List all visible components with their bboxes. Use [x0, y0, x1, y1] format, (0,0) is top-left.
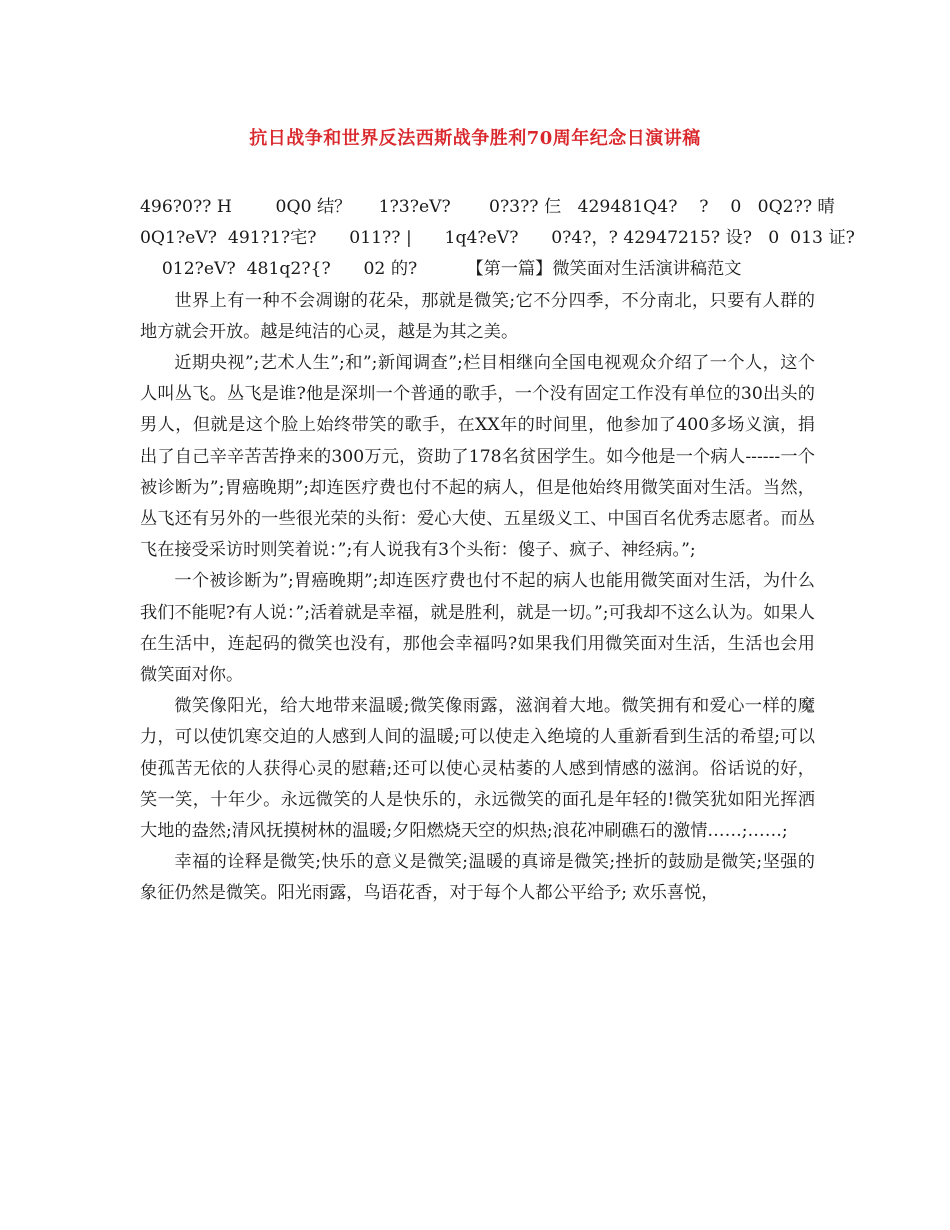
paragraph: 微笑像阳光，给大地带来温暖;微笑像雨露，滋润着大地。微笑拥有和爱心一样的魔力，可以使饥寒交迫的人感到人间的温暖;可以使走入绝境的人重新看到生活的希望;可以使孤苦无依的人获得心灵的慰藉;还可以使心灵枯萎的人感到情感的滋润。俗话说的好，笑一笑，十年少。永远微笑的人是快乐的，永远微笑的面孔是年轻的!微笑犹如阳光挥洒大地的盎然;清风抚摸树林的温暖;夕阳燃烧天空的炽热;浪花冲刷礁石的激情……;……;	[140, 696, 815, 842]
garbled-heading-line	[140, 254, 815, 285]
paragraph: 幸福的诠释是微笑;快乐的意义是微笑;温暖的真谛是微笑;挫折的鼓励是微笑;坚强的象征仍然是微笑。阳光雨露，鸟语花香，对于每个人都公平给予; 欢乐喜悦，	[140, 852, 815, 904]
section-heading: 【第一篇】微笑面对生活演讲稿范文	[466, 259, 742, 280]
garbled-line: 496?0?? H 0Q0 结？ 1?3?eV? 0?3?? 仨 429481Q4? ? 0 0Q2?? 晴	[140, 197, 835, 217]
paragraph: 一个被诊断为”;胃癌晚期”;却连医疗费也付不起的病人也能用微笑面对生活，为什么我们不能呢?有人说：”;活着就是幸福，就是胜利，就是一切。”;可我却不这么认为。如果人在生活中，连起码的微笑也没有，那他会幸福吗?如果我们用微笑面对生活，生活也会用微笑面对你。	[140, 571, 815, 685]
paragraph: 近期央视”;艺术人生”;和”;新闻调查”;栏目相继向全国电视观众介绍了一个人，这个人叫丛飞。丛飞是谁?他是深圳一个普通的歌手，一个没有固定工作没有单位的30出头的男人，但就是这个脸上始终带笑的歌手，在XX年的时间里，他参加了400多场义演，捐出了自己辛辛苦苦挣来的300万元，资助了178名贫困学生。如今他是一个病人------一个被诊断为”;胃癌晚期”;却连医疗费也付不起的病人，但是他始终用微笑面对生活。当然，丛飞还有另外的一些很光荣的头衔：爱心大使、五星级义工、中国百名优秀志愿者。而丛飞在接受采访时则笑着说：”;有人说我有3个头衔：傻子、疯子、神经病。”;	[140, 352, 815, 561]
document-body	[140, 192, 855, 910]
document-title: 抗日战争和世界反法西斯战争胜利70周年纪念日演讲稿	[249, 128, 701, 149]
paragraph: 世界上有一种不会凋谢的花朵，那就是微笑;它不分四季，不分南北，只要有人群的地方就会开放。越是纯洁的心灵，越是为其之美。	[140, 290, 815, 342]
garbled-line: 0Q1?eV? 491?1?宅? 011?? | 1q4?eV? 0?4?，? 42947215? 设? 0 013 证?	[140, 228, 855, 249]
garbled-line: 012?eV? 481q2?{? 02 的?	[140, 259, 467, 280]
